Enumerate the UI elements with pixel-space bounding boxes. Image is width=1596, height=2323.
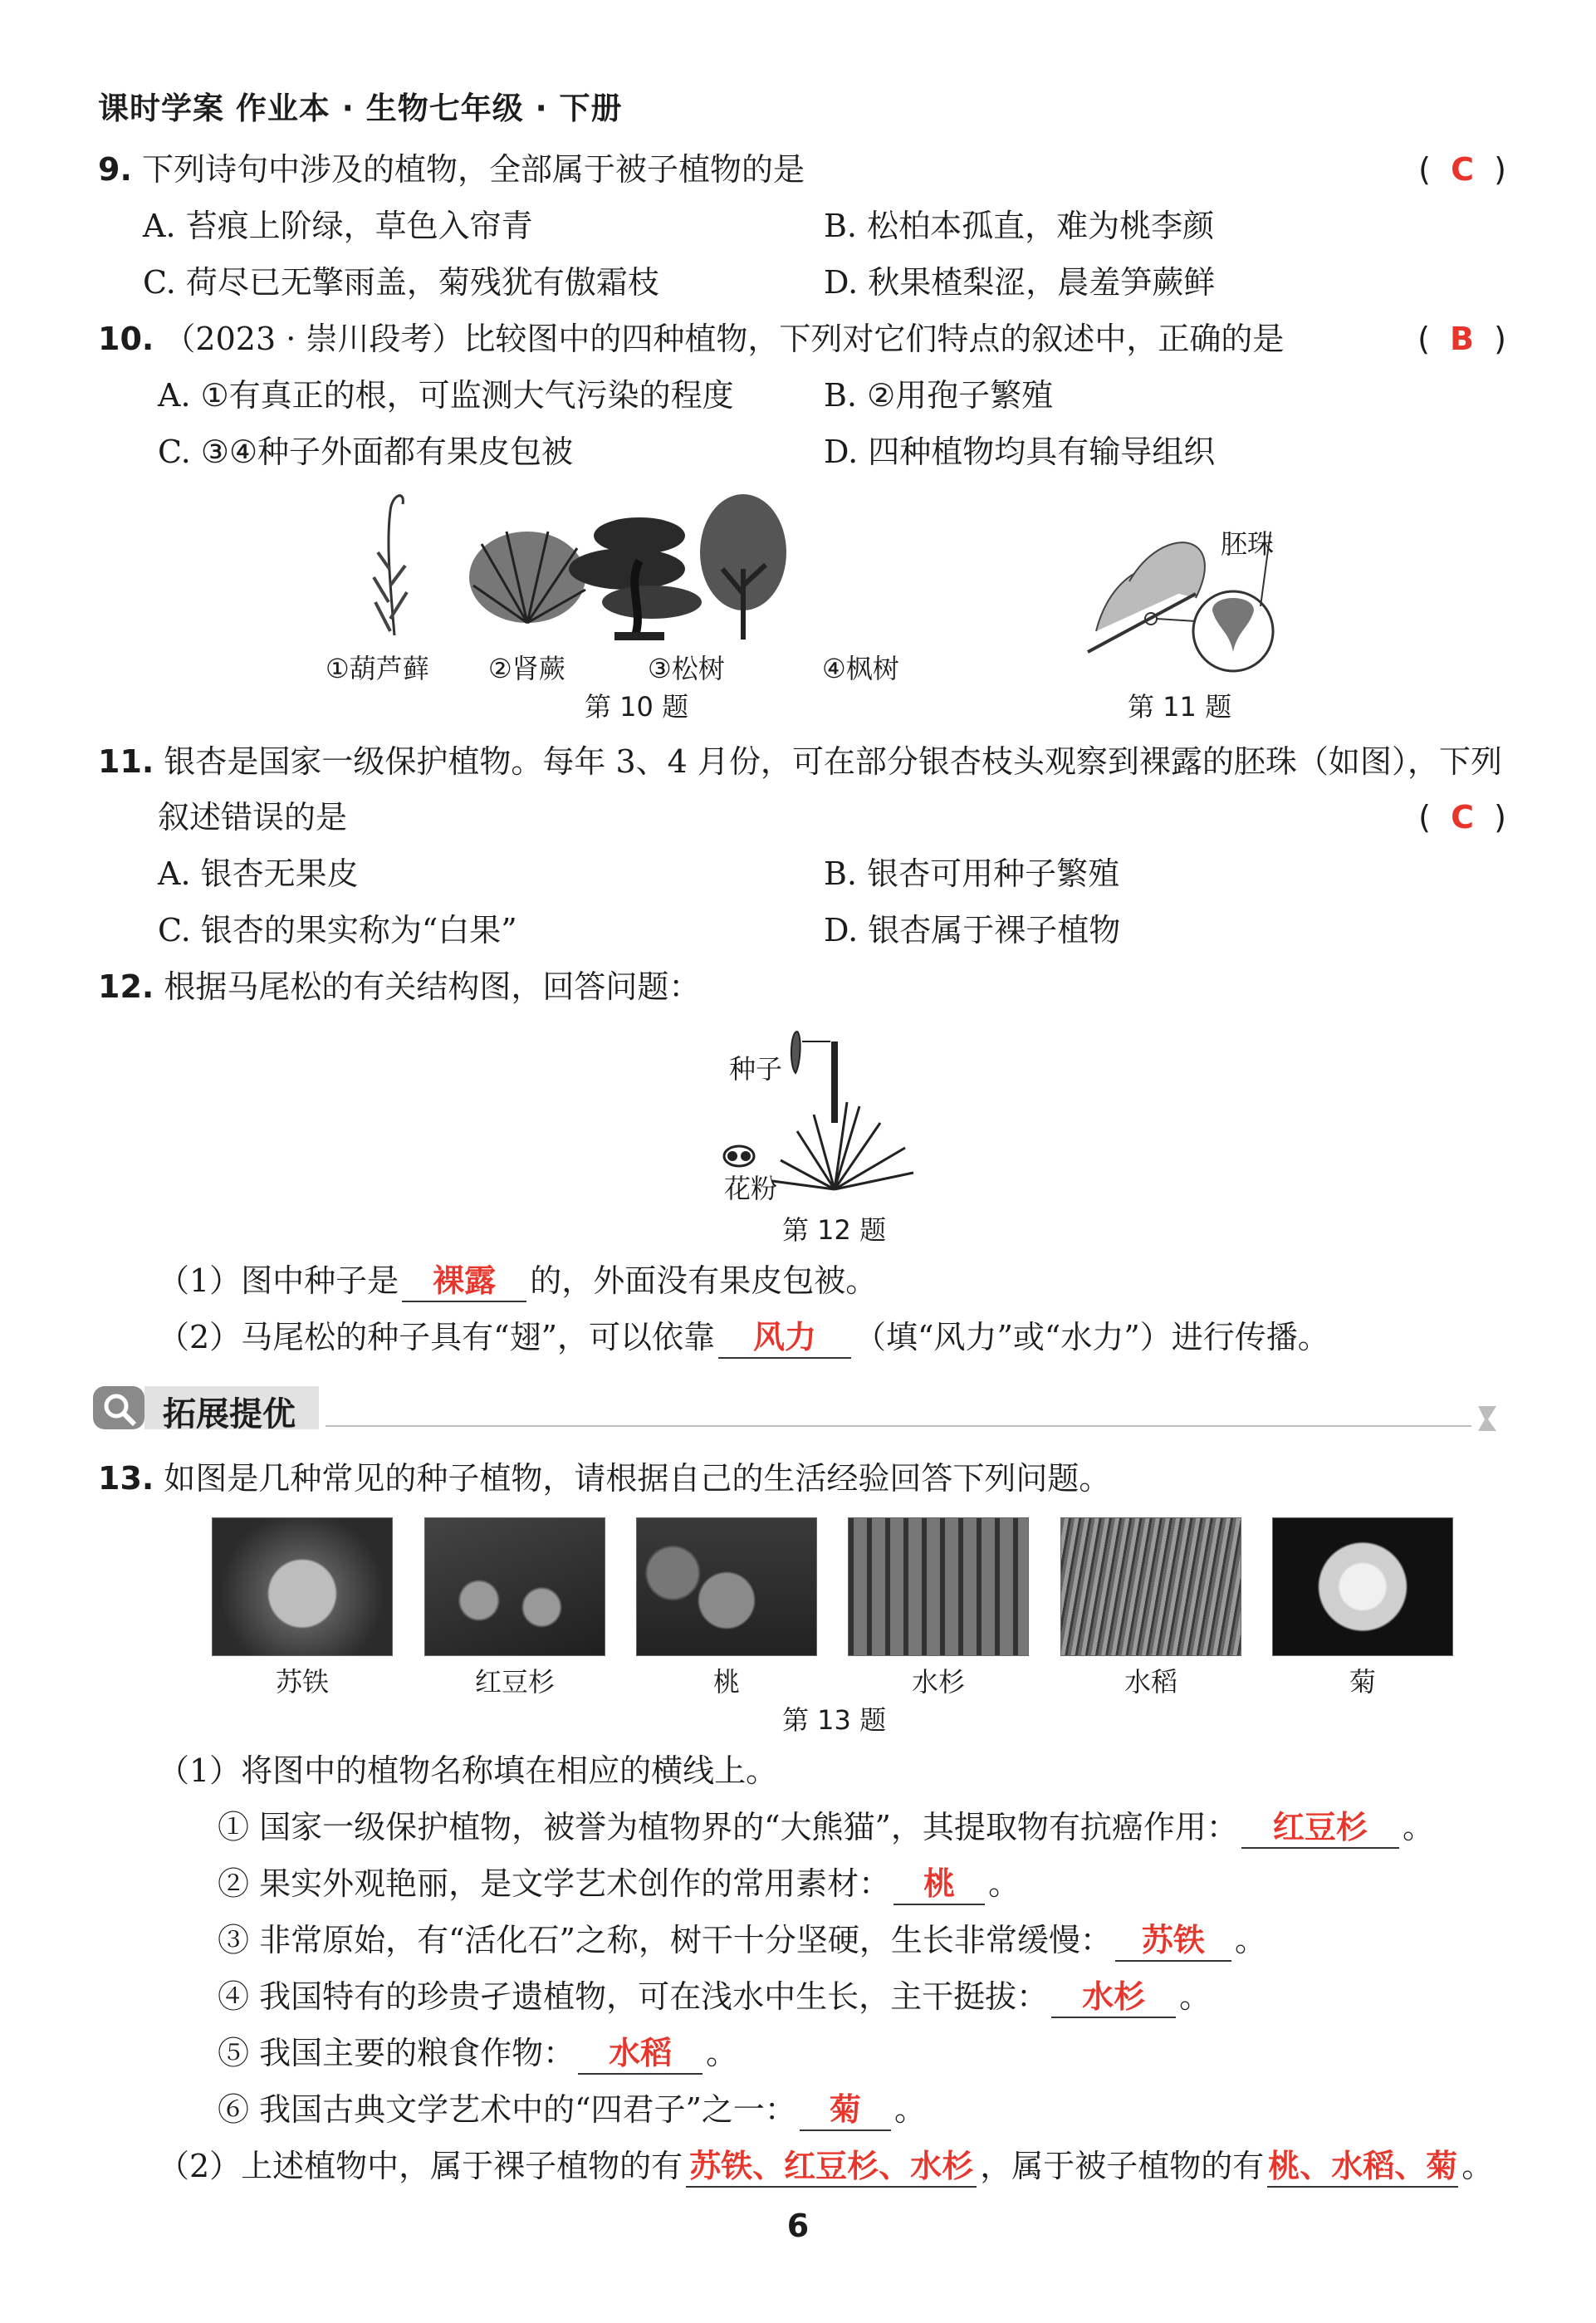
q11-text-line2: 叙述错误的是 [158,799,348,836]
q12-part2-blank: 风力 [718,1317,851,1359]
q13-item-5-blank: 水稻 [578,2033,703,2075]
photo-label-2: 红豆杉 [474,1666,555,1698]
q11-answer-value: C [1451,799,1475,836]
q12-text: 根据马尾松的有关结构图，回答问题： [164,968,701,1005]
q10-option-b: B. ②用孢子繁殖 [824,377,1054,414]
plant-label-1: ①葫芦藓 [326,653,429,684]
photo-label-6: 菊 [1349,1666,1376,1698]
photo-yew [424,1517,605,1656]
q13-item-3-end: 。 [1234,1922,1266,1958]
q12-part2 [158,1314,1329,1360]
pollen-label: 花粉 [724,1173,778,1204]
photo-metasequoia [848,1517,1029,1656]
q13-item-4-end: 。 [1179,1978,1212,2015]
section-title: 拓展提优 [163,1395,296,1433]
figure-13-caption: 第 13 题 [782,1704,887,1736]
q10-text: （2023 · 崇川段考）比较图中的四种植物，下列对它们特点的叙述中，正确的是 [164,321,1285,357]
q12-part1-text-before: （1）图中种子是 [158,1262,399,1299]
q11-option-a: A. 银杏无果皮 [158,855,359,892]
photo-label-1: 苏铁 [275,1666,329,1698]
q13-item-6-end: 。 [893,2091,926,2128]
q13-stem [98,1455,1110,1502]
moss-illustration [374,496,407,635]
q13-item-1 [218,1804,1434,1850]
plant-label-2: ②肾蕨 [488,653,565,684]
page-header: 课时学案 作业本 · 生物七年级 · 下册 [98,91,623,126]
figure-10-caption: 第 10 题 [585,691,689,723]
q13-item-1-end: 。 [1402,1809,1434,1845]
q13-part2-text-before: （2）上述植物中，属于裸子植物的有 [158,2148,683,2184]
q10-option-c: C. ③④种子外面都有果皮包被 [158,434,574,470]
q13-part2 [158,2143,1493,2189]
q13-number: 13. [98,1460,154,1497]
q13-item-3 [218,1917,1266,1963]
q13-item-6-text: ⑥ 我国古典文学艺术中的“四君子”之一： [218,2091,796,2128]
q13-item-4-blank: 水杉 [1051,1977,1176,2018]
q9-text: 下列诗句中涉及的植物，全部属于被子植物的是 [141,151,805,188]
page-number: 6 [786,2208,810,2244]
photo-label-3: 桃 [712,1666,740,1698]
q9-stem [98,146,805,193]
q13-item-3-blank: 苏铁 [1115,1920,1231,1962]
q11-option-d: D. 银杏属于裸子植物 [824,912,1121,948]
q10-stem [98,316,1284,362]
q9-option-d: D. 秋果楂梨涩，晨羞笋蕨鲜 [824,264,1216,301]
q11-answer: ( C ) [1418,799,1506,836]
q13-item-6 [218,2086,926,2133]
q12-number: 12. [98,968,154,1005]
q10-option-a: A. ①有真正的根，可监测大气污染的程度 [158,377,734,414]
photo-cycad [212,1517,393,1656]
q9-number: 9. [98,151,132,188]
fern-illustration [469,532,585,623]
q13-item-5-text: ⑤ 我国主要的粮食作物： [218,2035,575,2071]
q9-option-b: B. 松柏本孤直，难为桃李颜 [824,208,1215,244]
q9-answer-value: C [1451,151,1475,188]
q13-item-2-end: 。 [988,1865,1021,1902]
q10-option-d: D. 四种植物均具有输导组织 [824,434,1216,470]
q9-answer: ( C ) [1418,151,1506,188]
seed-label: 种子 [729,1053,783,1085]
pine-seed-drawing [791,1032,800,1073]
figure-12-caption: 第 12 题 [782,1214,887,1246]
q11-number: 11. [98,743,154,780]
q10-answer-value: B [1450,321,1475,357]
q11-stem [98,738,1502,785]
q13-part2-blank-gymnosperms: 苏铁、红豆杉、水杉 [686,2146,977,2188]
q12-part2-text-after: （填“风力”或“水力”）进行传播。 [854,1319,1329,1355]
photo-chrysanthemum [1272,1517,1453,1656]
figure-10-plants [307,486,789,644]
q12-part2-text-before: （2）马尾松的种子具有“翅”，可以依靠 [158,1319,716,1355]
q12-part1-blank: 裸露 [402,1261,526,1302]
q13-text: 如图是几种常见的种子植物，请根据自己的生活经验回答下列问题。 [164,1460,1111,1497]
q13-item-4-text: ④ 我国特有的珍贵孑遗植物，可在浅水中生长，主干挺拔： [218,1978,1049,2015]
q9-option-a: A. 苔痕上阶绿，草色入帘青 [143,208,533,244]
q10-number: 10. [98,321,154,357]
q13-item-3-text: ③ 非常原始，有“活化石”之称，树干十分坚硬，生长非常缓慢： [218,1922,1112,1958]
q13-item-1-blank: 红豆杉 [1241,1807,1399,1849]
section-banner [93,1383,1505,1433]
q12-stem [98,963,700,1010]
q13-item-5 [218,2030,737,2076]
maple-illustration [700,494,786,640]
q13-part2-end: 。 [1461,2148,1494,2184]
photo-label-4: 水杉 [911,1666,965,1698]
q13-item-2-blank: 桃 [893,1864,985,1905]
plant-label-3: ③松树 [648,653,725,684]
q13-part2-blank-angiosperms: 桃、水稻、菊 [1267,2146,1458,2188]
q13-item-4 [218,1973,1211,2020]
q12-part1-text-after: 的，外面没有果皮包被。 [530,1262,878,1299]
magnifier-icon-bg [93,1386,144,1429]
q12-part1 [158,1257,877,1304]
q13-part2-text-middle: ，属于被子植物的有 [980,2148,1265,2184]
q13-item-2 [218,1860,1020,1907]
q13-part1: （1）将图中的植物名称填在相应的横线上。 [158,1752,778,1789]
photo-rice [1060,1517,1241,1656]
plant-label-4: ④枫树 [822,653,899,684]
pine-illustration [569,517,702,640]
q11-text-line1: 银杏是国家一级保护植物。每年 3、4 月份，可在部分银杏枝头观察到裸露的胚珠（如图），下列 [164,743,1502,780]
q13-item-5-end: 。 [706,2035,738,2071]
q11-option-b: B. 银杏可用种子繁殖 [824,855,1120,892]
q13-item-2-text: ② 果实外观艳丽，是文学艺术创作的常用素材： [218,1865,891,1902]
q13-item-6-blank: 菊 [800,2090,891,2131]
figure-11-caption: 第 11 题 [1128,691,1232,723]
photo-label-5: 水稻 [1124,1666,1177,1698]
photo-peach [636,1517,817,1656]
q11-option-c: C. 银杏的果实称为“白果” [158,912,517,948]
q10-answer: ( B ) [1417,321,1506,357]
q9-option-c: C. 荷尽已无擎雨盖，菊残犹有傲霜枝 [143,264,659,301]
ovule-label: 胚珠 [1221,528,1275,560]
q13-item-1-text: ① 国家一级保护植物，被誉为植物界的“大熊猫”，其提取物有抗癌作用： [218,1809,1238,1845]
